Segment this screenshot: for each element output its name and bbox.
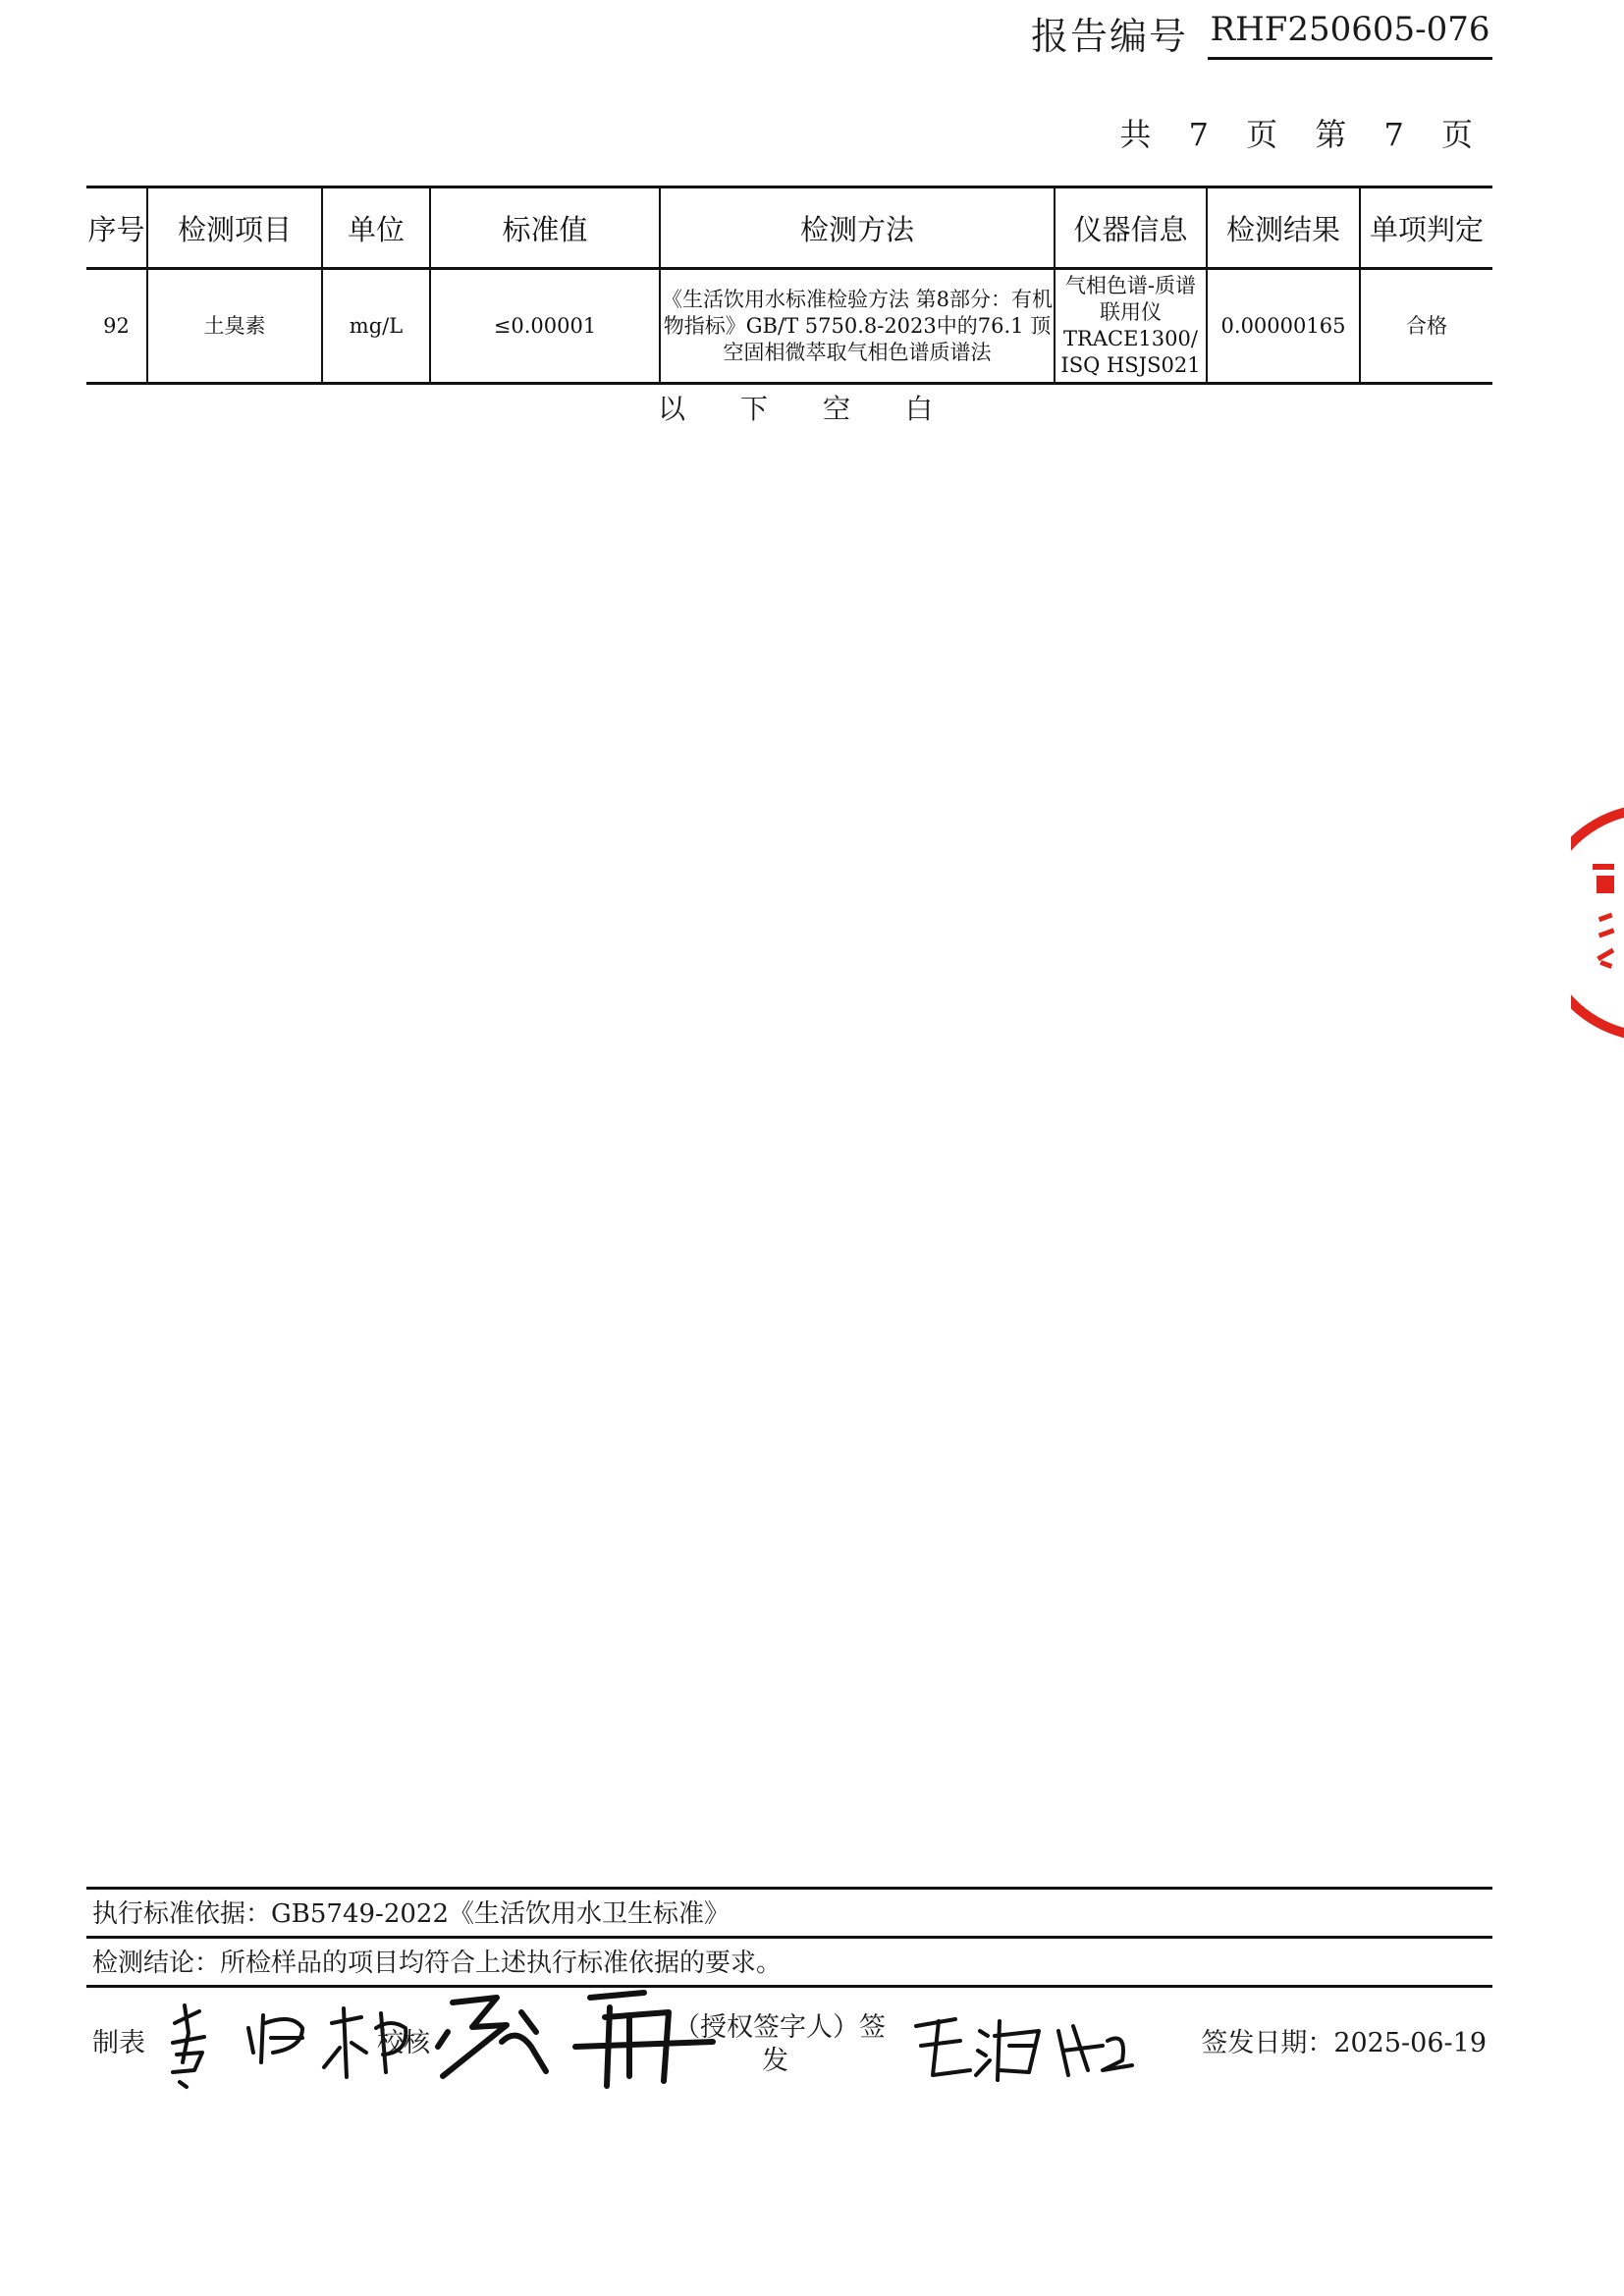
cell-no: 92 [86, 269, 147, 384]
cell-method: 《生活饮用水标准检验方法 第8部分：有机物指标》GB/T 5750.8-2023中的76.1 顶空固相微萃取气相色谱质谱法 [660, 269, 1055, 384]
col-header-standard: 标准值 [430, 187, 660, 269]
cell-instrument: 气相色谱-质谱联用仪 TRACE1300/ ISQ HSJS021 [1055, 269, 1207, 384]
table-row [86, 269, 1492, 384]
cell-result: 0.00000165 [1207, 269, 1360, 384]
col-header-result: 检测结果 [1207, 187, 1360, 269]
signature-row [86, 1985, 1492, 2096]
standard-basis: 执行标准依据：GB5749-2022《生活饮用水卫生标准》 [86, 1887, 1492, 1936]
cell-judgement: 合格 [1360, 269, 1492, 384]
authorized-signer-label: （授权签字人）签 [674, 2012, 886, 2043]
col-header-judgement: 单项判定 [1360, 187, 1492, 269]
page-indicator: 共 7 页 第 7 页 [1119, 116, 1487, 153]
col-header-instrument: 仪器信息 [1055, 187, 1207, 269]
prepared-by-label: 制表 [92, 2028, 145, 2058]
cell-unit: mg/L [322, 269, 430, 384]
issue-date: 签发日期：2025-06-19 [1201, 2028, 1487, 2058]
col-header-no: 序号 [86, 187, 147, 269]
table-header-row [86, 187, 1492, 269]
report-number-label: 报告编号 [1031, 15, 1189, 58]
cell-item: 土臭素 [147, 269, 322, 384]
cell-standard: ≤0.00001 [430, 269, 660, 384]
test-conclusion: 检测结论：所检样品的项目均符合上述执行标准依据的要求。 [86, 1936, 1492, 1985]
col-header-item: 检测项目 [147, 187, 322, 269]
col-header-method: 检测方法 [660, 187, 1055, 269]
col-header-unit: 单位 [322, 187, 430, 269]
blank-below-note: 以下空白 [658, 393, 989, 425]
report-number-value: RHF250605-076 [1208, 10, 1492, 60]
results-table [86, 186, 1492, 385]
signer-signature [901, 2002, 1196, 2090]
red-seal-stamp [1571, 805, 1624, 1041]
authorized-signer-label-line2: 发 [762, 2046, 788, 2076]
reviewed-by-label: 校核 [377, 2028, 430, 2058]
